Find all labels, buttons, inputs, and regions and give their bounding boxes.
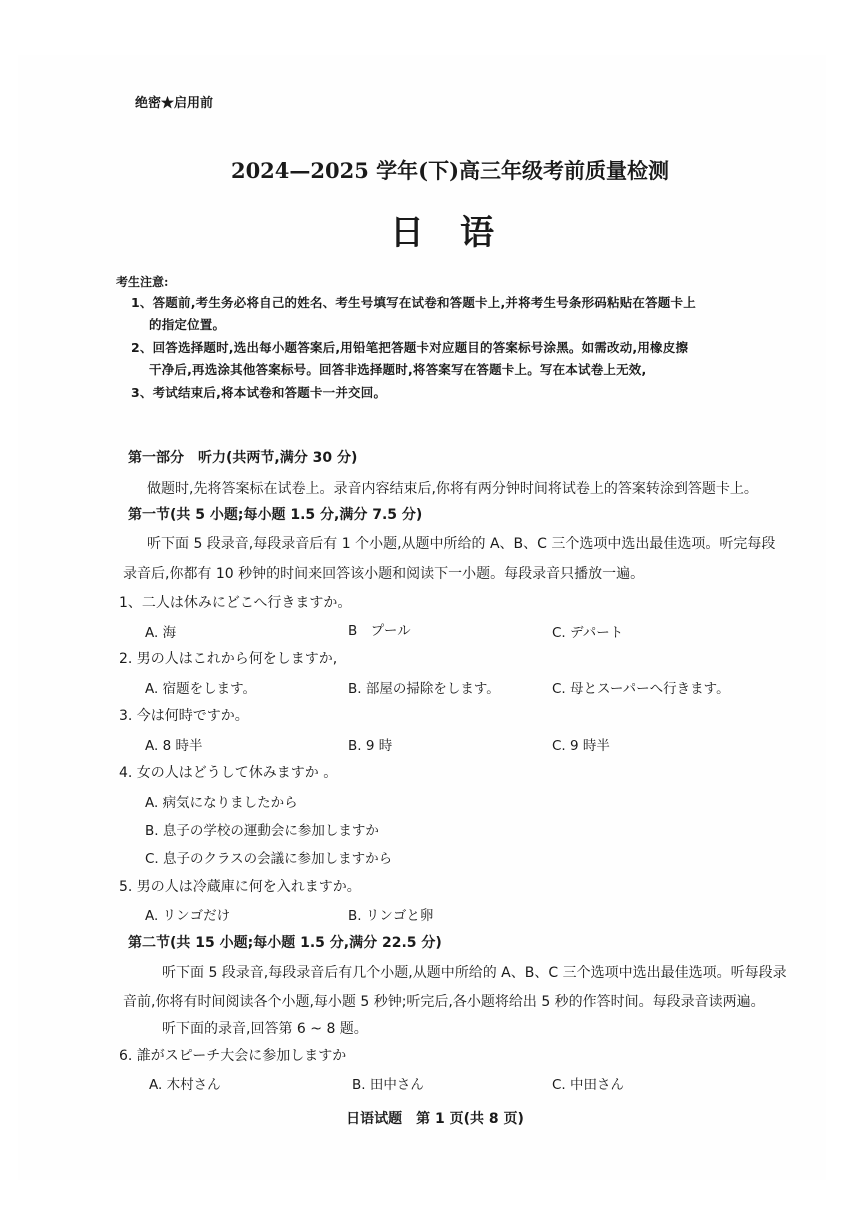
section2-directions: 听下面 5 段录音,每段录音后有几个小题,从题中所给的 A、B、C 三个选项中选出最佳选项。听每段录 bbox=[162, 965, 787, 981]
section2-heading: 第二节(共 15 小题;每小题 1.5 分,满分 22.5 分) bbox=[128, 935, 442, 951]
question-6: 6. 誰がスピーチ大会に参加しますか bbox=[119, 1048, 347, 1064]
question-1: 1、二人は休みにどこへ行きますか。 bbox=[119, 595, 352, 611]
q5-option-b: B. リンゴと卵 bbox=[348, 908, 434, 924]
question-4: 4. 女の人はどうして休みますか 。 bbox=[119, 765, 338, 781]
q3-option-c: C. 9 時半 bbox=[552, 738, 610, 754]
exam-title: 2024—2025 学年(下)高三年级考前质量检测 bbox=[230, 158, 670, 183]
part1-intro: 做题时,先将答案标在试卷上。录音内容结束后,你将有两分钟时间将试卷上的答案转涂到答题卡上。 bbox=[147, 481, 758, 497]
q6-option-a: A. 木村さん bbox=[149, 1077, 221, 1093]
q5-option-a: A. リンゴだけ bbox=[145, 908, 231, 924]
notice-item-3: 3、考试结束后,将本试卷和答题卡一并交回。 bbox=[131, 385, 387, 400]
section1-directions: 听下面 5 段录音,每段录音后有 1 个小题,从题中所给的 A、B、C 三个选项中选出最佳选项。听完每段 bbox=[147, 536, 776, 552]
q4-option-b: B. 息子の学校の運動会に参加しますか bbox=[145, 823, 379, 839]
q4-option-c: C. 息子のクラスの会議に参加しますから bbox=[145, 851, 393, 867]
question-2: 2. 男の人はこれから何をしますか, bbox=[119, 651, 338, 667]
q3-option-a: A. 8 時半 bbox=[145, 738, 203, 754]
q1-option-b: B プール bbox=[348, 623, 411, 639]
q6-option-b: B. 田中さん bbox=[352, 1077, 424, 1093]
q4-option-a: A. 病気になりましたから bbox=[145, 795, 298, 811]
notice-heading: 考生注意: bbox=[116, 275, 169, 289]
section2-audio-instruction: 听下面的录音,回答第 6 ~ 8 题。 bbox=[162, 1021, 368, 1037]
q1-option-a: A. 海 bbox=[145, 625, 177, 641]
subject-title: 日语 bbox=[390, 213, 530, 253]
notice-item-2: 2、回答选择题时,选出每小题答案后,用铅笔把答题卡对应题目的答案标号涂黑。如需改动,用橡皮擦 bbox=[131, 340, 689, 355]
page-footer: 日语试题 第 1 页(共 8 页) bbox=[346, 1111, 524, 1127]
q2-option-b: B. 部屋の掃除をします。 bbox=[348, 681, 500, 697]
section1-directions-cont: 录音后,你都有 10 秒钟的时间来回答该小题和阅读下一小题。每段录音只播放一遍。 bbox=[123, 566, 645, 582]
q1-option-c: C. デパート bbox=[552, 625, 624, 641]
q3-option-b: B. 9 時 bbox=[348, 738, 393, 754]
q2-option-c: C. 母とスーパーへ行きます。 bbox=[552, 681, 730, 697]
question-3: 3. 今は何時ですか。 bbox=[119, 708, 249, 724]
confidential-label: 绝密★启用前 bbox=[135, 96, 214, 111]
section2-directions-cont: 音前,你将有时间阅读各个小题,每小题 5 秒钟;听完后,各小题将给出 5 秒的作答时间。每段录音读两遍。 bbox=[123, 994, 765, 1010]
q2-option-a: A. 宿题をします。 bbox=[145, 681, 257, 697]
notice-item-2-cont: 干净后,再选涂其他答案标号。回答非选择题时,将答案写在答题卡上。写在本试卷上无效, bbox=[149, 362, 647, 377]
part1-heading: 第一部分 听力(共两节,满分 30 分) bbox=[128, 450, 358, 466]
section1-heading: 第一节(共 5 小题;每小题 1.5 分,满分 7.5 分) bbox=[128, 507, 423, 523]
question-5: 5. 男の人は冷蔵庫に何を入れますか。 bbox=[119, 879, 361, 895]
notice-item-1: 1、答题前,考生务必将自己的姓名、考生号填写在试卷和答题卡上,并将考生号条形码粘贴在答题卡上 bbox=[131, 295, 696, 310]
q6-option-c: C. 中田さん bbox=[552, 1077, 625, 1093]
notice-item-1-cont: 的指定位置。 bbox=[149, 317, 226, 332]
